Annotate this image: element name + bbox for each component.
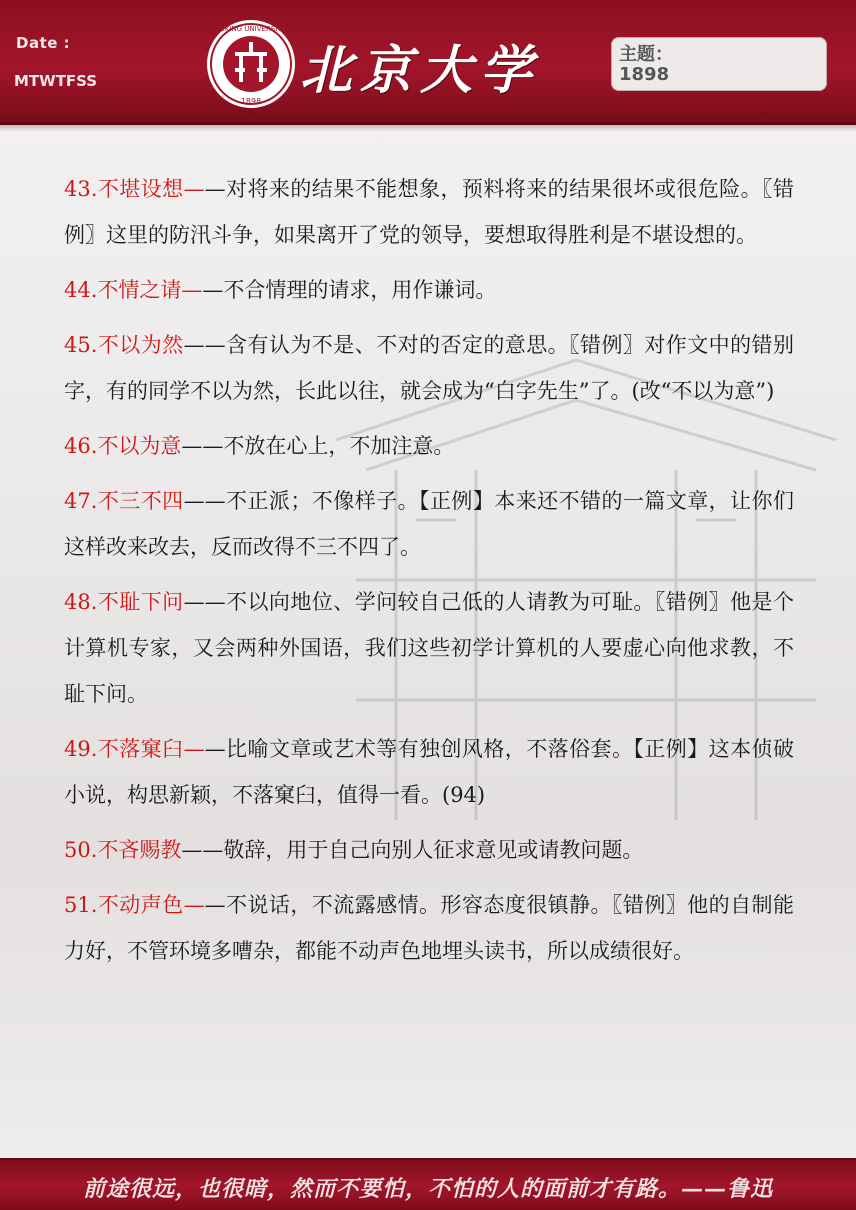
idiom-definition: —不说话，不流露感情。形容态度很镇静。〖错例〗他的自制能力好，不管环境多嘈杂，都能不动声色地埋头读书，所以成绩很好。 <box>64 893 794 963</box>
idiom-entry-47 <box>64 478 794 570</box>
idiom-definition: —对将来的结果不能想象，预料将来的结果很坏或很危险。〖错例〗这里的防汛斗争，如果离开了党的领导，要想取得胜利是不堪设想的。 <box>64 177 794 247</box>
idiom-term: 45.不以为然 <box>64 333 184 357</box>
idiom-definition: —比喻文章或艺术等有独创风格，不落俗套。【正例】这本侦破小说，构思新颖，不落窠臼，值得一看。(94) <box>64 737 794 807</box>
idiom-term: 49.不落窠臼— <box>64 737 205 761</box>
idiom-entry-51 <box>64 882 794 974</box>
idiom-term: 43.不堪设想— <box>64 177 205 201</box>
idiom-definition: —不合情理的请求，用作谦词。 <box>202 278 497 302</box>
idiom-list <box>64 166 794 983</box>
idiom-term: 47.不三不四 <box>64 489 184 513</box>
idiom-entry-46 <box>64 423 794 469</box>
idiom-definition: ——不以向地位、学问较自己低的人请教为可耻。〖错例〗他是个计算机专家，又会两种外国语，我们这些初学计算机的人要虚心向他求教，不耻下问。 <box>64 590 794 706</box>
idiom-term: 50.不吝赐教 <box>64 838 182 862</box>
idiom-term: 46.不以为意 <box>64 434 182 458</box>
idiom-definition: ——不放在心上，不加注意。 <box>181 434 455 458</box>
idiom-definition: ——不正派；不像样子。【正例】本来还不错的一篇文章，让你们这样改来改去，反而改得不三不四了。 <box>64 489 794 559</box>
idiom-entry-48 <box>64 579 794 717</box>
idiom-definition: ——敬辞，用于自己向别人征求意见或请教问题。 <box>181 838 644 862</box>
idiom-entry-49 <box>64 726 794 818</box>
footer-motto: 前途很远，也很暗，然而不要怕，不怕的人的面前才有路。——鲁迅 <box>82 1176 773 1202</box>
footer-banner <box>0 1158 856 1210</box>
idiom-term: 51.不动声色— <box>64 893 205 917</box>
idiom-entry-44 <box>64 267 794 313</box>
header-banner <box>0 0 856 125</box>
university-seal-logo <box>205 18 297 110</box>
idiom-definition: ——含有认为不是、不对的否定的意思。〖错例〗对作文中的错别字，有的同学不以为然，长此以往，就会成为“白字先生”了。(改“不以为意”) <box>64 333 794 403</box>
idiom-term: 48.不耻下问 <box>64 590 184 614</box>
topic-box <box>611 37 827 91</box>
topic-label: 主题： <box>619 44 673 65</box>
svg-text:PEKING UNIVERSITY: PEKING UNIVERSITY <box>216 25 286 33</box>
date-label: Date : <box>16 34 71 52</box>
svg-text:1898: 1898 <box>240 97 262 106</box>
idiom-entry-45 <box>64 322 794 414</box>
idiom-entry-50 <box>64 827 794 873</box>
topic-value: 1898 <box>619 64 670 85</box>
university-calligraphy-title: 北京大学 <box>300 40 541 101</box>
weekday-label: MTWTFSS <box>14 72 98 90</box>
idiom-term: 44.不情之请— <box>64 278 203 302</box>
idiom-entry-43 <box>64 166 794 258</box>
